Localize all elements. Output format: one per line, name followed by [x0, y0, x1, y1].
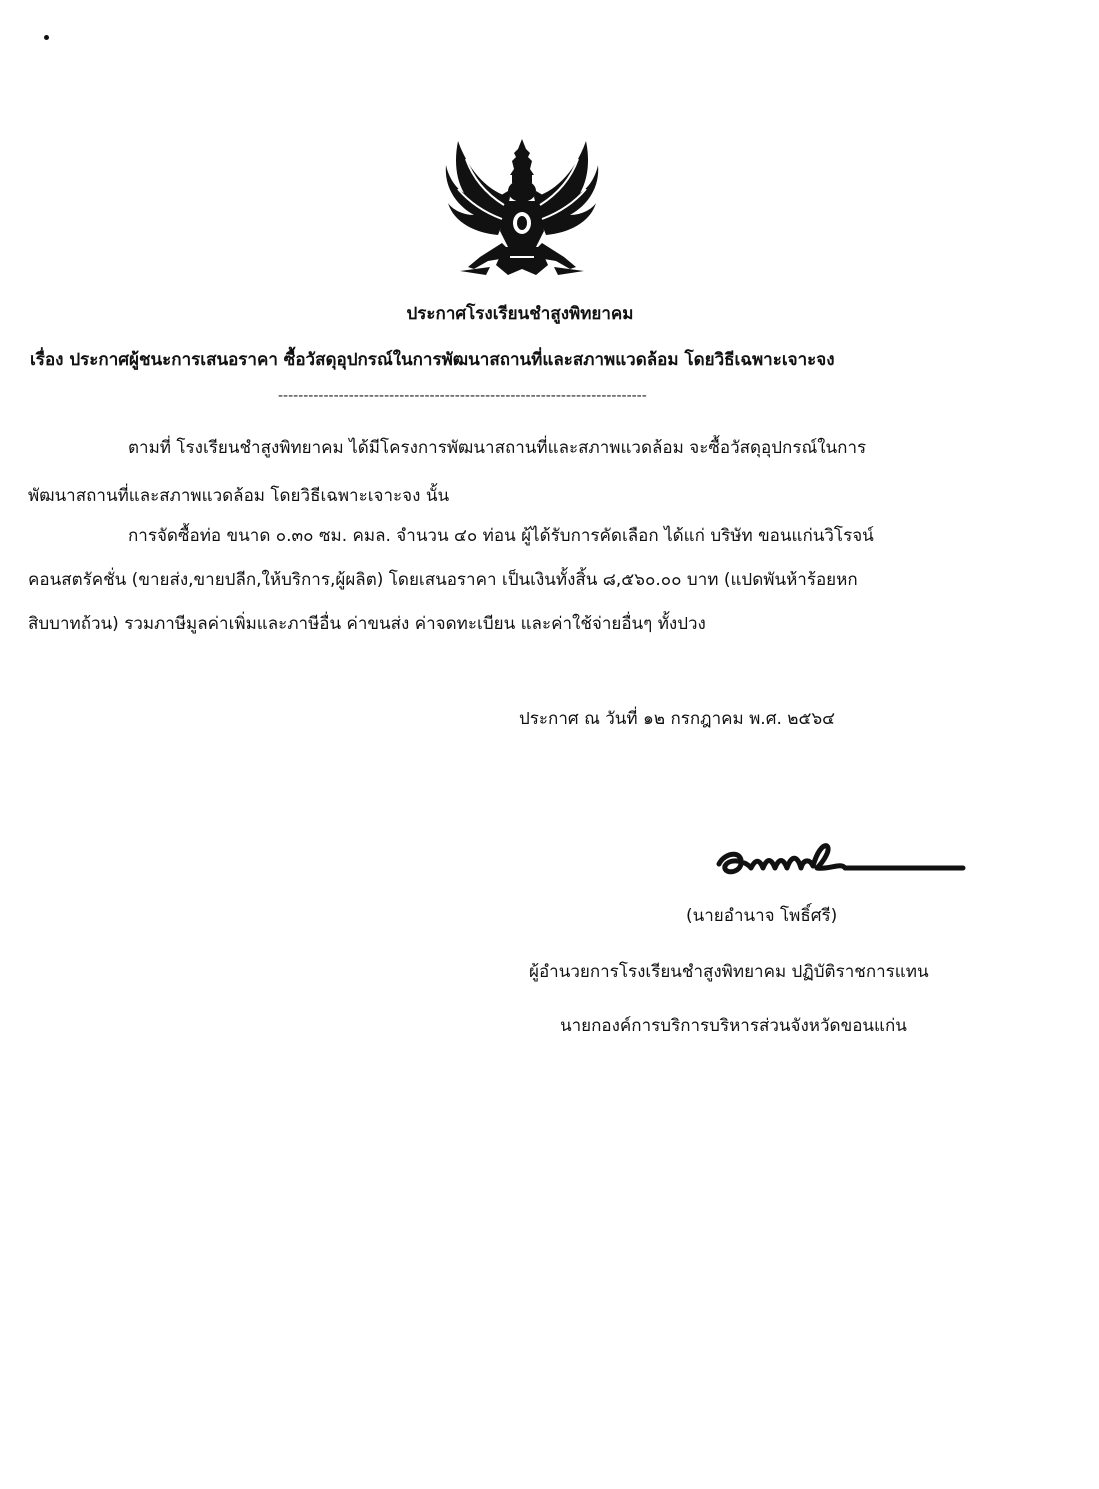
announce-date: ประกาศ ณ วันที่ ๑๒ กรกฎาคม พ.ศ. ๒๕๖๔ — [519, 709, 836, 729]
signatory-position-1: ผู้อำนวยการโรงเรียนชำสูงพิทยาคม ปฏิบัติราชการแทน — [529, 962, 929, 982]
document-subject: เรื่อง ประกาศผู้ชนะการเสนอราคา ซื้อวัสดุอุปกรณ์ในการพัฒนาสถานที่และสภาพแวดล้อม โดยวิธีเฉพาะเจาะจง — [30, 350, 835, 370]
paragraph-1-line-2: พัฒนาสถานที่และสภาพแวดล้อม โดยวิธีเฉพาะเจาะจง นั้น — [28, 486, 450, 506]
separator-rule: ------------------------------------------------------------------------- — [278, 388, 647, 404]
paragraph-2-line-1: การจัดซื้อท่อ ขนาด ๐.๓๐ ซม. คมล. จำนวน ๔๐ ท่อน ผู้ได้รับการคัดเลือก ได้แก่ บริษัท ขอนแก่นวิโรจน์ — [128, 526, 874, 546]
signatory-position-2: นายกองค์การบริการบริหารส่วนจังหวัดขอนแก่น — [560, 1016, 907, 1036]
paragraph-2-line-2: คอนสตรัคชั่น (ขายส่ง,ขายปลีก,ให้บริการ,ผู้ผลิต) โดยเสนอราคา เป็นเงินทั้งสิ้น ๘,๕๖๐.๐๐ บาท (แปดพันห้าร้อยหก — [28, 570, 858, 590]
paragraph-2-line-3: สิบบาทถ้วน) รวมภาษีมูลค่าเพิ่มและภาษีอื่น ค่าขนส่ง ค่าจดทะเบียน และค่าใช้จ่ายอื่นๆ ทั้งปวง — [28, 614, 706, 634]
signatory-name: (นายอำนาจ โพธิ์ศรี) — [686, 906, 838, 926]
document-title: ประกาศโรงเรียนชำสูงพิทยาคม — [406, 304, 634, 324]
paragraph-1-line-1: ตามที่ โรงเรียนชำสูงพิทยาคม ได้มีโครงการพัฒนาสถานที่และสภาพแวดล้อม จะซื้อวัสดุอุปกรณ์ในการ — [128, 438, 867, 458]
handwritten-signature — [705, 838, 970, 888]
garuda-emblem-icon — [440, 135, 605, 285]
scan-speck — [44, 35, 49, 40]
